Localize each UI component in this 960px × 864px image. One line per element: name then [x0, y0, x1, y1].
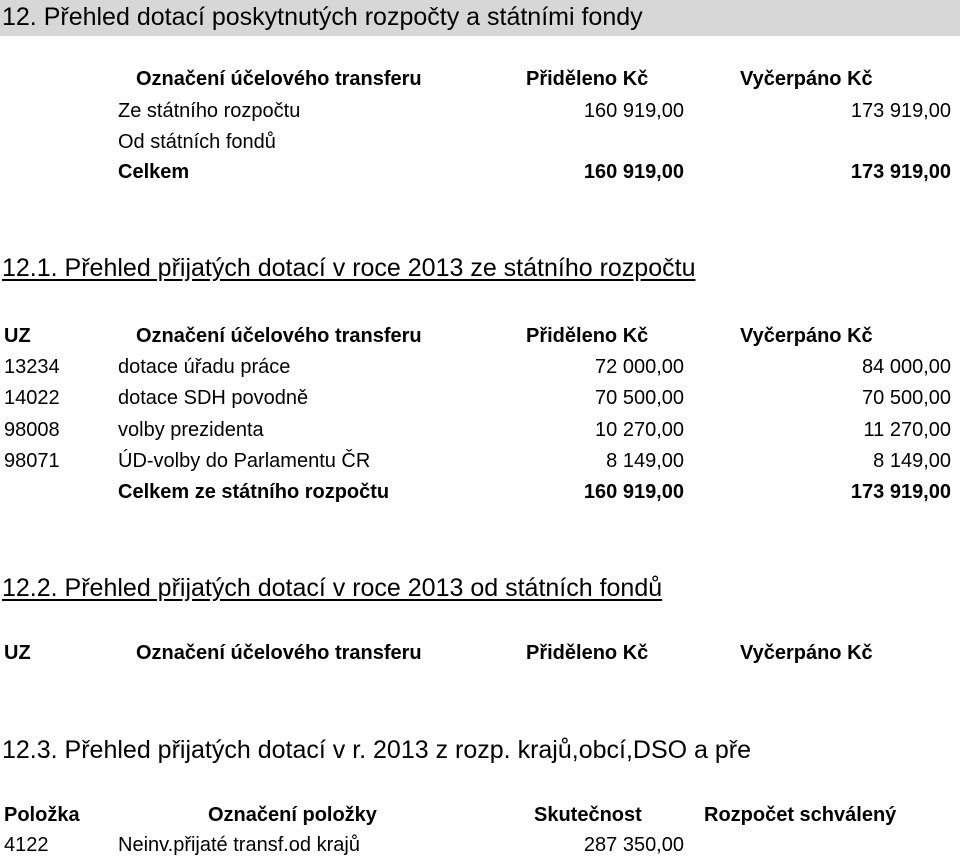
section-12-1-title: 12.1. Přehled přijatých dotací v roce 2013 ze státního rozpočtu — [2, 254, 696, 282]
row-label: Neinv.přijaté transf.od krajů — [118, 834, 360, 856]
row-label: ÚD-volby do Parlamentu ČR — [118, 450, 371, 472]
header-uz: UZ — [4, 642, 31, 664]
row-uz: 13234 — [4, 356, 60, 378]
header-actual: Skutečnost — [534, 804, 642, 826]
row-spent: 8 149,00 — [873, 450, 951, 472]
row-label: Ze státního rozpočtu — [118, 100, 301, 122]
total-assigned: 160 919,00 — [583, 161, 684, 183]
section-12-3-title: 12.3. Přehled přijatých dotací v r. 2013 z rozp. krajů,obcí,DSO a pře — [2, 736, 751, 764]
header-item-label: Označení položky — [208, 804, 377, 826]
header-spent: Vyčerpáno Kč — [740, 325, 873, 347]
row-spent: 70 500,00 — [862, 387, 951, 409]
row-assigned: 10 270,00 — [595, 419, 684, 441]
header-label: Označení účelového transferu — [136, 325, 422, 347]
row-uz: 98008 — [4, 419, 60, 441]
row-spent: 173 919,00 — [850, 100, 951, 122]
section-12-2-title: 12.2. Přehled přijatých dotací v roce 2013 od státních fondů — [2, 574, 663, 602]
row-spent: 84 000,00 — [862, 356, 951, 378]
header-assigned: Přiděleno Kč — [526, 642, 649, 664]
header-assigned: Přiděleno Kč — [526, 325, 649, 347]
row-spent: 11 270,00 — [863, 419, 951, 441]
row-label: dotace úřadu práce — [118, 356, 291, 378]
total-label: Celkem — [118, 161, 190, 183]
total-assigned: 160 919,00 — [583, 481, 684, 503]
header-assigned: Přiděleno Kč — [526, 68, 649, 90]
header-item: Položka — [4, 804, 80, 826]
row-label: Od státních fondů — [118, 131, 276, 153]
row-assigned: 70 500,00 — [595, 387, 684, 409]
total-spent: 173 919,00 — [850, 481, 951, 503]
header-spent: Vyčerpáno Kč — [740, 68, 873, 90]
row-label: dotace SDH povodně — [118, 387, 309, 409]
row-actual: 287 350,00 — [583, 834, 684, 856]
row-uz: 98071 — [4, 450, 60, 472]
section-12-title: 12. Přehled dotací poskytnutých rozpočty a státními fondy — [0, 0, 960, 36]
row-assigned: 72 000,00 — [595, 356, 684, 378]
row-assigned: 8 149,00 — [606, 450, 684, 472]
header-budget: Rozpočet schválený — [704, 804, 897, 826]
row-assigned: 160 919,00 — [583, 100, 684, 122]
header-uz: UZ — [4, 325, 31, 347]
header-spent: Vyčerpáno Kč — [740, 642, 873, 664]
row-uz: 14022 — [4, 387, 60, 409]
total-label: Celkem ze státního rozpočtu — [118, 481, 390, 503]
total-spent: 173 919,00 — [850, 161, 951, 183]
header-label: Označení účelového transferu — [136, 68, 422, 90]
row-item: 4122 — [4, 834, 49, 856]
header-label: Označení účelového transferu — [136, 642, 422, 664]
row-label: volby prezidenta — [118, 419, 264, 441]
